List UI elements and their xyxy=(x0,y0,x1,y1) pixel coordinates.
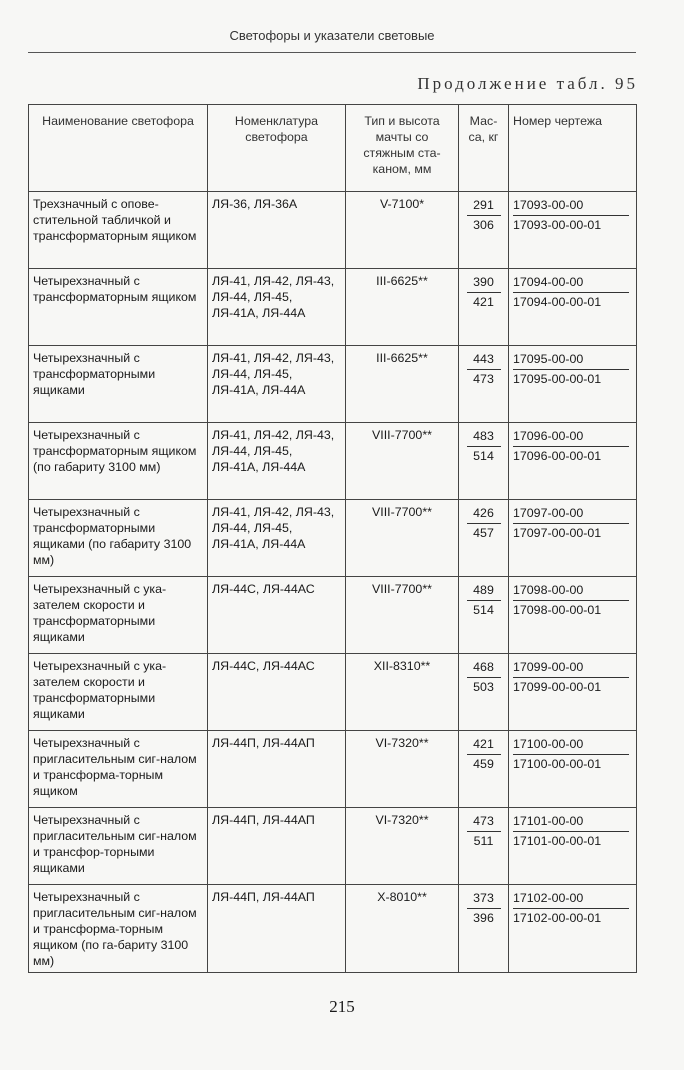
cell-drawing xyxy=(509,423,637,500)
drawing-bottom: 17096-00-00-01 xyxy=(513,449,602,463)
table-row xyxy=(29,654,637,731)
mass-bottom: 473 xyxy=(473,372,494,386)
drawing-top: 17096-00-00 xyxy=(513,427,629,447)
mass-top: 291 xyxy=(467,196,501,216)
cell-type: X-8010** xyxy=(346,885,459,973)
mass-fraction xyxy=(467,504,501,543)
mass-top: 468 xyxy=(467,658,501,678)
drawing-fraction xyxy=(513,581,629,620)
column-header-name: Наименование светофора xyxy=(29,105,208,192)
mass-bottom: 459 xyxy=(473,757,494,771)
running-head: Светофоры и указатели световые xyxy=(229,28,435,43)
mass-top: 426 xyxy=(467,504,501,524)
drawing-bottom: 17098-00-00-01 xyxy=(513,603,602,617)
cell-name: Четырехзначный с ука-зателем скорости и трансформаторными ящиками xyxy=(29,654,208,731)
mass-bottom: 457 xyxy=(473,526,494,540)
cell-mass xyxy=(459,423,509,500)
cell-nomenclature: ЛЯ-36, ЛЯ-36А xyxy=(208,192,346,269)
drawing-top: 17095-00-00 xyxy=(513,350,629,370)
drawing-fraction xyxy=(513,812,629,851)
cell-nomenclature: ЛЯ-41, ЛЯ-42, ЛЯ-43, ЛЯ-44, ЛЯ-45, ЛЯ-41А, ЛЯ-44А xyxy=(208,269,346,346)
column-header-drawing: Номер чертежа xyxy=(509,105,637,192)
drawing-bottom: 17095-00-00-01 xyxy=(513,372,602,386)
mass-bottom: 306 xyxy=(473,218,494,232)
mass-bottom: 421 xyxy=(473,295,494,309)
mass-top: 483 xyxy=(467,427,501,447)
cell-mass xyxy=(459,885,509,973)
drawing-fraction xyxy=(513,658,629,697)
cell-name: Четырехзначный с пригласительным сиг-налом и трансфор-торными ящиками xyxy=(29,808,208,885)
drawing-bottom: 17097-00-00-01 xyxy=(513,526,602,540)
cell-type: VI-7320** xyxy=(346,731,459,808)
cell-name: Четырехзначный с трансформаторным ящиком (по габариту 3100 мм) xyxy=(29,423,208,500)
cell-mass xyxy=(459,192,509,269)
mass-top: 489 xyxy=(467,581,501,601)
mass-fraction xyxy=(467,273,501,312)
mass-top: 473 xyxy=(467,812,501,832)
drawing-top: 17093-00-00 xyxy=(513,196,629,216)
cell-drawing xyxy=(509,808,637,885)
drawing-fraction xyxy=(513,273,629,312)
cell-nomenclature: ЛЯ-41, ЛЯ-42, ЛЯ-43, ЛЯ-44, ЛЯ-45, ЛЯ-41А, ЛЯ-44А xyxy=(208,423,346,500)
mass-fraction xyxy=(467,581,501,620)
cell-mass xyxy=(459,269,509,346)
drawing-fraction xyxy=(513,350,629,389)
mass-top: 443 xyxy=(467,350,501,370)
mass-fraction xyxy=(467,350,501,389)
cell-type: V-7100* xyxy=(346,192,459,269)
drawing-fraction xyxy=(513,196,629,235)
cell-nomenclature: ЛЯ-41, ЛЯ-42, ЛЯ-43, ЛЯ-44, ЛЯ-45, ЛЯ-41А, ЛЯ-44А xyxy=(208,500,346,577)
drawing-bottom: 17093-00-00-01 xyxy=(513,218,602,232)
cell-name: Трехзначный с опове-стительной табличкой и трансформаторным ящиком xyxy=(29,192,208,269)
mass-fraction xyxy=(467,812,501,851)
cell-mass xyxy=(459,808,509,885)
header-rule xyxy=(28,52,636,53)
cell-mass xyxy=(459,577,509,654)
cell-type: XII-8310** xyxy=(346,654,459,731)
cell-drawing xyxy=(509,346,637,423)
drawing-bottom: 17100-00-00-01 xyxy=(513,757,602,771)
cell-type: VIII-7700** xyxy=(346,577,459,654)
page-number: 215 xyxy=(329,997,355,1016)
cell-drawing xyxy=(509,192,637,269)
cell-type: VIII-7700** xyxy=(346,500,459,577)
cell-name: Четырехзначный с пригласительным сиг-налом и трансформа-торным ящиком (по га-бариту 3100 мм) xyxy=(29,885,208,973)
mass-fraction xyxy=(467,196,501,235)
cell-nomenclature: ЛЯ-44С, ЛЯ-44АС xyxy=(208,577,346,654)
cell-drawing xyxy=(509,500,637,577)
drawing-top: 17102-00-00 xyxy=(513,889,629,909)
drawing-top: 17097-00-00 xyxy=(513,504,629,524)
drawing-top: 17099-00-00 xyxy=(513,658,629,678)
table-row xyxy=(29,269,637,346)
cell-nomenclature: ЛЯ-44П, ЛЯ-44АП xyxy=(208,731,346,808)
drawing-fraction xyxy=(513,504,629,543)
cell-mass xyxy=(459,654,509,731)
column-header-mass: Мас-са, кг xyxy=(459,105,509,192)
cell-name: Четырехзначный с ука-зателем скорости и трансформаторными ящиками xyxy=(29,577,208,654)
cell-name: Четырехзначный с трансформаторным ящиком xyxy=(29,269,208,346)
mass-bottom: 503 xyxy=(473,680,494,694)
cell-mass xyxy=(459,500,509,577)
table-row xyxy=(29,885,637,973)
mass-bottom: 514 xyxy=(473,603,494,617)
cell-drawing xyxy=(509,577,637,654)
cell-nomenclature: ЛЯ-44П, ЛЯ-44АП xyxy=(208,885,346,973)
cell-type: III-6625** xyxy=(346,269,459,346)
mass-fraction xyxy=(467,735,501,774)
table-row xyxy=(29,423,637,500)
mass-top: 390 xyxy=(467,273,501,293)
cell-mass xyxy=(459,346,509,423)
drawing-top: 17101-00-00 xyxy=(513,812,629,832)
cell-name: Четырехзначный с трансформаторными ящиками (по габариту 3100 мм) xyxy=(29,500,208,577)
table-header-row xyxy=(29,105,637,192)
table-row xyxy=(29,346,637,423)
mass-fraction xyxy=(467,427,501,466)
drawing-bottom: 17102-00-00-01 xyxy=(513,911,602,925)
column-header-type: Тип и высота мачты со стяжным ста-каном, мм xyxy=(346,105,459,192)
drawing-bottom: 17099-00-00-01 xyxy=(513,680,602,694)
cell-type: III-6625** xyxy=(346,346,459,423)
drawing-fraction xyxy=(513,427,629,466)
column-header-nomenclature: Номенклатура светофора xyxy=(208,105,346,192)
drawing-fraction xyxy=(513,735,629,774)
cell-drawing xyxy=(509,885,637,973)
mass-fraction xyxy=(467,658,501,697)
mass-top: 421 xyxy=(467,735,501,755)
cell-nomenclature: ЛЯ-41, ЛЯ-42, ЛЯ-43, ЛЯ-44, ЛЯ-45, ЛЯ-41А, ЛЯ-44А xyxy=(208,346,346,423)
table-row xyxy=(29,577,637,654)
table-row xyxy=(29,731,637,808)
drawing-bottom: 17094-00-00-01 xyxy=(513,295,602,309)
cell-mass xyxy=(459,731,509,808)
mass-bottom: 514 xyxy=(473,449,494,463)
cell-drawing xyxy=(509,654,637,731)
cell-nomenclature: ЛЯ-44С, ЛЯ-44АС xyxy=(208,654,346,731)
mass-top: 373 xyxy=(467,889,501,909)
table-row xyxy=(29,808,637,885)
table-row xyxy=(29,192,637,269)
mass-bottom: 511 xyxy=(473,834,494,848)
mass-fraction xyxy=(467,889,501,928)
cell-drawing xyxy=(509,731,637,808)
drawing-top: 17098-00-00 xyxy=(513,581,629,601)
cell-name: Четырехзначный с пригласительным сиг-налом и трансформа-торным ящиком xyxy=(29,731,208,808)
cell-type: VI-7320** xyxy=(346,808,459,885)
drawing-top: 17100-00-00 xyxy=(513,735,629,755)
cell-nomenclature: ЛЯ-44П, ЛЯ-44АП xyxy=(208,808,346,885)
mass-bottom: 396 xyxy=(473,911,494,925)
table-row xyxy=(29,500,637,577)
signals-table xyxy=(28,104,637,973)
drawing-bottom: 17101-00-00-01 xyxy=(513,834,602,848)
table-continuation-label: Продолжение табл. 95 xyxy=(417,74,638,93)
cell-type: VIII-7700** xyxy=(346,423,459,500)
drawing-top: 17094-00-00 xyxy=(513,273,629,293)
cell-drawing xyxy=(509,269,637,346)
cell-name: Четырехзначный с трансформаторными ящиками xyxy=(29,346,208,423)
drawing-fraction xyxy=(513,889,629,928)
